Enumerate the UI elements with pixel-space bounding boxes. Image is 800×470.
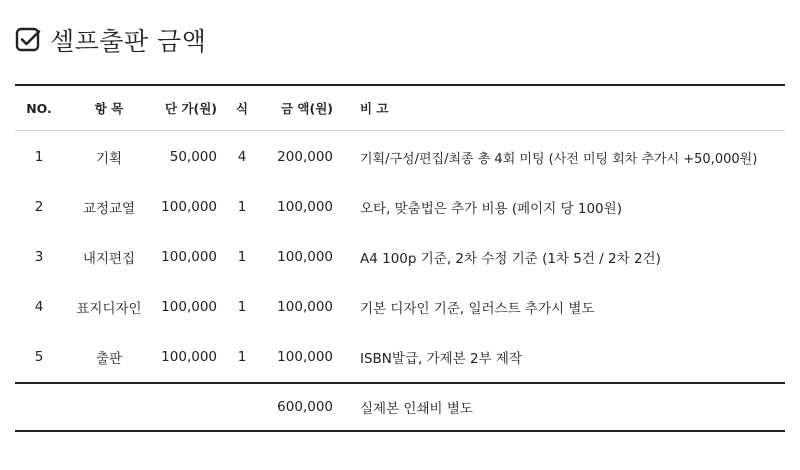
- row-no: 1: [34, 149, 44, 165]
- table-row: [15, 282, 785, 332]
- row-no: 2: [34, 199, 44, 215]
- row-item: 기획: [95, 151, 123, 167]
- row-unit-price: 100,000: [161, 199, 217, 215]
- table-row: [15, 332, 785, 382]
- title-row: [14, 22, 206, 58]
- header-qty: 식: [235, 101, 249, 116]
- row-item: 표지디자인: [76, 301, 142, 317]
- header-divider: [15, 130, 785, 131]
- table-row: [15, 232, 785, 282]
- row-note: 오타, 맞춤법은 추가 비용 (페이지 당 100원): [360, 201, 622, 217]
- row-amount: 100,000: [277, 199, 333, 215]
- row-amount: 100,000: [277, 299, 333, 315]
- row-amount: 100,000: [277, 349, 333, 365]
- row-no: 3: [34, 249, 44, 265]
- row-item: 출판: [95, 351, 123, 367]
- header-unit-price: 단 가(원): [164, 101, 217, 116]
- page-title: 셀프출판 금액: [50, 27, 207, 56]
- row-item: 교정교열: [82, 201, 136, 217]
- row-qty: 1: [237, 249, 247, 265]
- row-unit-price: 100,000: [161, 249, 217, 265]
- table-bottom-rule: [15, 430, 785, 432]
- checkbox-icon: [14, 26, 42, 54]
- row-note: 기본 디자인 기준, 일러스트 추가시 별도: [360, 301, 595, 317]
- row-no: 5: [34, 349, 44, 365]
- table-header: [15, 86, 785, 130]
- header-item: 항 목: [94, 101, 124, 116]
- row-unit-price: 100,000: [161, 349, 217, 365]
- row-note: A4 100p 기준, 2차 수정 기준 (1차 5건 / 2차 2건): [360, 251, 661, 267]
- row-no: 4: [34, 299, 44, 315]
- row-qty: 4: [237, 149, 247, 165]
- row-amount: 100,000: [277, 249, 333, 265]
- row-amount: 200,000: [277, 149, 333, 165]
- row-unit-price: 100,000: [161, 299, 217, 315]
- total-row: [15, 384, 785, 430]
- header-no: NO.: [26, 100, 52, 116]
- table-row: [15, 182, 785, 232]
- row-qty: 1: [237, 199, 247, 215]
- row-note: ISBN발급, 가제본 2부 제작: [360, 351, 522, 367]
- row-item: 내지편집: [82, 251, 136, 267]
- total-note: 실제본 인쇄비 별도: [360, 401, 473, 417]
- row-qty: 1: [237, 349, 247, 365]
- row-unit-price: 50,000: [169, 149, 217, 165]
- table-row: [15, 132, 785, 182]
- total-amount: 600,000: [277, 399, 333, 415]
- row-note: 기획/구성/편집/최종 총 4회 미팅 (사전 미팅 회차 추가시 +50,000원): [360, 151, 758, 167]
- header-note: 비 고: [360, 101, 389, 116]
- row-qty: 1: [237, 299, 247, 315]
- header-amount: 금 액(원): [280, 101, 333, 116]
